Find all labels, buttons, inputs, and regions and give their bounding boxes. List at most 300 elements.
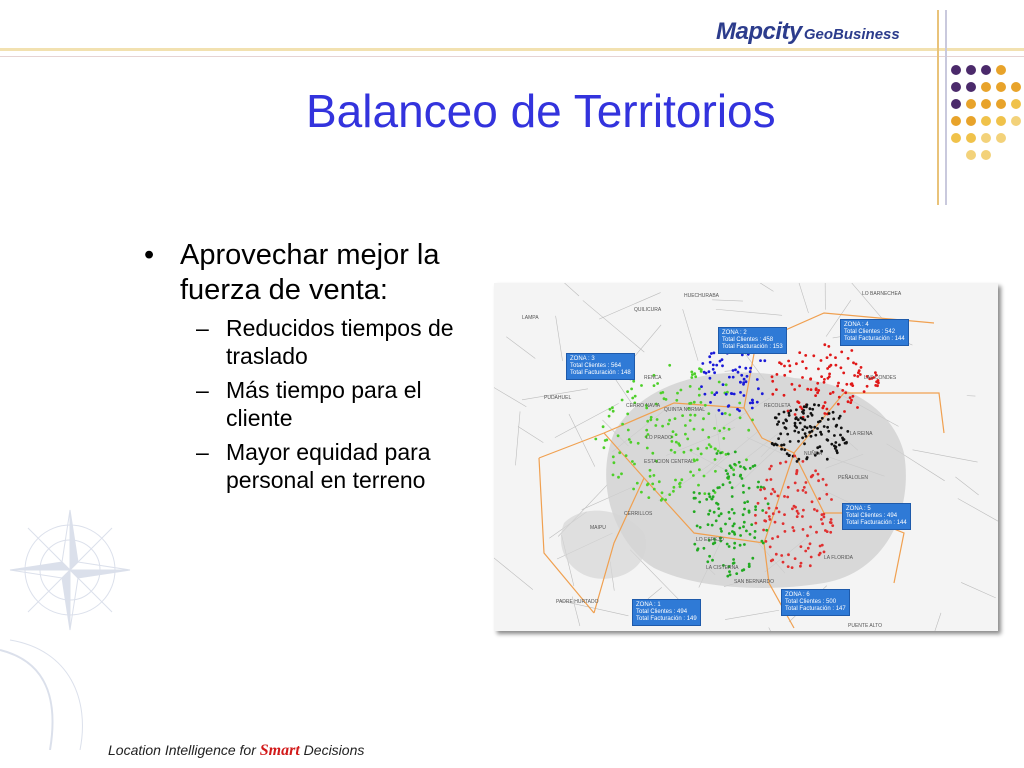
map-place-label: CERRILLOS bbox=[624, 511, 653, 517]
client-point bbox=[739, 544, 742, 547]
client-point bbox=[631, 397, 634, 400]
client-point bbox=[804, 425, 807, 428]
client-point bbox=[806, 534, 809, 537]
client-point bbox=[738, 461, 741, 464]
client-point bbox=[632, 488, 635, 491]
zone-title: ZONA : 4 bbox=[844, 322, 869, 328]
map-place-label: LAMPA bbox=[522, 315, 539, 321]
client-point bbox=[718, 409, 721, 412]
client-point bbox=[742, 513, 745, 516]
client-point bbox=[701, 362, 704, 365]
client-point bbox=[654, 424, 657, 427]
client-point bbox=[647, 496, 650, 499]
client-point bbox=[739, 465, 742, 468]
client-point bbox=[754, 530, 757, 533]
client-point bbox=[826, 458, 829, 461]
client-point bbox=[716, 452, 719, 455]
decorative-dot bbox=[966, 82, 976, 92]
client-point bbox=[815, 387, 818, 390]
client-point bbox=[625, 454, 628, 457]
client-point bbox=[712, 364, 715, 367]
client-point bbox=[817, 404, 820, 407]
client-point bbox=[775, 507, 778, 510]
client-point bbox=[776, 535, 779, 538]
client-point bbox=[708, 370, 711, 373]
client-point bbox=[604, 439, 607, 442]
client-point bbox=[816, 427, 819, 430]
client-point bbox=[823, 378, 826, 381]
road bbox=[769, 627, 788, 631]
client-point bbox=[732, 468, 735, 471]
client-point bbox=[634, 395, 637, 398]
sub-bullet-text: Reducidos tiempos de traslado bbox=[226, 315, 454, 369]
map-place-label: CERRO NAVIA bbox=[626, 403, 661, 409]
client-point bbox=[771, 537, 774, 540]
client-point bbox=[825, 484, 828, 487]
client-point bbox=[649, 475, 652, 478]
client-point bbox=[728, 517, 731, 520]
road bbox=[955, 477, 978, 495]
client-point bbox=[703, 547, 706, 550]
road bbox=[913, 450, 978, 462]
client-point bbox=[709, 377, 712, 380]
client-point bbox=[840, 351, 843, 354]
client-point bbox=[707, 523, 710, 526]
client-point bbox=[823, 425, 826, 428]
zone-billing: Total Facturación : 147 bbox=[785, 606, 846, 612]
client-point bbox=[621, 423, 624, 426]
client-point bbox=[810, 556, 813, 559]
client-point bbox=[816, 509, 819, 512]
client-point bbox=[787, 360, 790, 363]
client-point bbox=[649, 469, 652, 472]
decorative-dot bbox=[996, 99, 1006, 109]
client-point bbox=[777, 437, 780, 440]
client-point bbox=[735, 572, 738, 575]
map-place-label: LA FLORIDA bbox=[824, 555, 853, 561]
client-point bbox=[783, 374, 786, 377]
client-point bbox=[703, 492, 706, 495]
client-point bbox=[640, 384, 643, 387]
zone-clients: Total Clientes : 500 bbox=[785, 599, 837, 605]
client-point bbox=[765, 540, 768, 543]
decorative-dot bbox=[981, 82, 991, 92]
client-point bbox=[747, 429, 750, 432]
client-point bbox=[856, 375, 859, 378]
client-point bbox=[720, 512, 723, 515]
zone-title: ZONA : 2 bbox=[722, 330, 747, 336]
client-point bbox=[820, 375, 823, 378]
client-point bbox=[794, 422, 797, 425]
client-point bbox=[754, 514, 757, 517]
map-place-label: PEÑALOLEN bbox=[838, 475, 869, 481]
client-point bbox=[717, 450, 720, 453]
client-point bbox=[722, 483, 725, 486]
client-point bbox=[733, 542, 736, 545]
client-point bbox=[649, 418, 652, 421]
decorative-dot bbox=[951, 133, 961, 143]
client-point bbox=[743, 508, 746, 511]
client-point bbox=[713, 427, 716, 430]
client-point bbox=[693, 543, 696, 546]
client-point bbox=[705, 447, 708, 450]
client-point bbox=[794, 557, 797, 560]
client-point bbox=[795, 416, 798, 419]
client-point bbox=[771, 380, 774, 383]
zone-clients: Total Clientes : 564 bbox=[570, 363, 622, 369]
client-point bbox=[627, 429, 630, 432]
client-point bbox=[844, 391, 847, 394]
client-point bbox=[791, 566, 794, 569]
decorative-dot bbox=[981, 99, 991, 109]
client-point bbox=[818, 445, 821, 448]
client-point bbox=[683, 451, 686, 454]
client-point bbox=[797, 440, 800, 443]
client-point bbox=[700, 385, 703, 388]
client-point bbox=[794, 482, 797, 485]
zone-billing: Total Facturación : 144 bbox=[846, 520, 907, 526]
map-place-label: NUÑOA bbox=[804, 451, 823, 457]
client-point bbox=[713, 393, 716, 396]
zone-title: ZONA : 5 bbox=[846, 506, 871, 512]
decorative-dot bbox=[996, 82, 1006, 92]
client-point bbox=[617, 476, 620, 479]
header-vertical-rule bbox=[937, 10, 939, 205]
client-point bbox=[740, 374, 743, 377]
client-point bbox=[823, 381, 826, 384]
client-point bbox=[731, 495, 734, 498]
client-point bbox=[800, 417, 803, 420]
client-point bbox=[796, 470, 799, 473]
client-point bbox=[836, 451, 839, 454]
client-point bbox=[876, 384, 879, 387]
client-point bbox=[742, 525, 745, 528]
client-point bbox=[653, 488, 656, 491]
client-point bbox=[748, 565, 751, 568]
client-point bbox=[738, 366, 741, 369]
client-point bbox=[675, 399, 678, 402]
client-point bbox=[632, 380, 635, 383]
client-point bbox=[660, 392, 663, 395]
decorative-dot bbox=[966, 133, 976, 143]
decorative-dot bbox=[951, 65, 961, 75]
zone-info-box-6 bbox=[781, 589, 850, 616]
client-point bbox=[799, 565, 802, 568]
client-point bbox=[853, 374, 856, 377]
client-point bbox=[751, 557, 754, 560]
client-point bbox=[838, 444, 841, 447]
client-point bbox=[835, 424, 838, 427]
client-point bbox=[769, 546, 772, 549]
client-point bbox=[745, 380, 748, 383]
client-point bbox=[724, 523, 727, 526]
client-point bbox=[770, 478, 773, 481]
client-point bbox=[707, 513, 710, 516]
client-point bbox=[765, 529, 768, 532]
client-point bbox=[788, 364, 791, 367]
client-point bbox=[823, 412, 826, 415]
client-point bbox=[706, 560, 709, 563]
client-point bbox=[761, 509, 764, 512]
bullet-marker: • bbox=[144, 239, 155, 271]
client-point bbox=[764, 497, 767, 500]
client-point bbox=[705, 498, 708, 501]
client-point bbox=[775, 553, 778, 556]
client-point bbox=[787, 486, 790, 489]
client-point bbox=[727, 475, 730, 478]
client-point bbox=[756, 378, 759, 381]
client-point bbox=[676, 392, 679, 395]
client-point bbox=[713, 371, 716, 374]
road bbox=[795, 283, 809, 313]
bullet-list bbox=[140, 238, 470, 494]
client-point bbox=[738, 527, 741, 530]
client-point bbox=[805, 367, 808, 370]
client-point bbox=[817, 479, 820, 482]
client-point bbox=[637, 442, 640, 445]
client-point bbox=[809, 378, 812, 381]
client-point bbox=[698, 468, 701, 471]
client-point bbox=[633, 463, 636, 466]
client-point bbox=[831, 524, 834, 527]
decorative-dot bbox=[981, 133, 991, 143]
sub-bullet-text: Más tiempo para el cliente bbox=[226, 377, 422, 431]
client-point bbox=[739, 416, 742, 419]
client-point bbox=[769, 518, 772, 521]
client-point bbox=[715, 391, 718, 394]
client-point bbox=[721, 358, 724, 361]
decorative-dot bbox=[996, 116, 1006, 126]
client-point bbox=[805, 481, 808, 484]
client-point bbox=[803, 486, 806, 489]
client-point bbox=[761, 392, 764, 395]
client-point bbox=[809, 407, 812, 410]
client-point bbox=[746, 375, 749, 378]
client-point bbox=[827, 430, 830, 433]
client-point bbox=[774, 521, 777, 524]
client-point bbox=[711, 559, 714, 562]
road bbox=[725, 610, 779, 619]
client-point bbox=[810, 435, 813, 438]
client-point bbox=[725, 383, 728, 386]
client-point bbox=[807, 415, 810, 418]
client-point bbox=[789, 370, 792, 373]
client-point bbox=[714, 470, 717, 473]
client-point bbox=[731, 530, 734, 533]
client-point bbox=[743, 378, 746, 381]
client-point bbox=[866, 385, 869, 388]
client-point bbox=[698, 492, 701, 495]
client-point bbox=[837, 382, 840, 385]
client-point bbox=[700, 453, 703, 456]
client-point bbox=[782, 561, 785, 564]
client-point bbox=[609, 408, 612, 411]
client-point bbox=[829, 531, 832, 534]
zone-clients: Total Clientes : 494 bbox=[636, 609, 688, 615]
client-point bbox=[821, 522, 824, 525]
client-point bbox=[701, 428, 704, 431]
client-point bbox=[711, 524, 714, 527]
client-point bbox=[804, 354, 807, 357]
client-point bbox=[743, 543, 746, 546]
client-point bbox=[852, 395, 855, 398]
client-point bbox=[712, 489, 715, 492]
client-point bbox=[763, 359, 766, 362]
client-point bbox=[645, 429, 648, 432]
sub-bullet-item bbox=[140, 438, 470, 494]
client-point bbox=[815, 531, 818, 534]
client-point bbox=[818, 497, 821, 500]
decorative-dot bbox=[996, 65, 1006, 75]
map-place-label: LO ESPEJO bbox=[696, 537, 724, 543]
client-point bbox=[707, 412, 710, 415]
map-place-label: LA CISTERNA bbox=[706, 565, 739, 571]
client-point bbox=[709, 509, 712, 512]
client-point bbox=[785, 427, 788, 430]
client-point bbox=[829, 392, 832, 395]
logo-main-text: Mapcity bbox=[716, 18, 802, 45]
client-point bbox=[718, 429, 721, 432]
client-point bbox=[773, 490, 776, 493]
client-point bbox=[776, 423, 779, 426]
map-place-label: MAIPU bbox=[590, 525, 606, 531]
client-point bbox=[793, 455, 796, 458]
client-point bbox=[840, 427, 843, 430]
client-point bbox=[703, 371, 706, 374]
client-point bbox=[808, 431, 811, 434]
decorative-dot bbox=[1011, 99, 1021, 109]
decorative-dot bbox=[966, 65, 976, 75]
zone-billing: Total Facturación : 153 bbox=[722, 344, 783, 350]
client-point bbox=[700, 401, 703, 404]
client-point bbox=[816, 382, 819, 385]
road bbox=[712, 300, 743, 301]
client-point bbox=[793, 388, 796, 391]
client-point bbox=[812, 354, 815, 357]
client-point bbox=[749, 467, 752, 470]
client-point bbox=[696, 525, 699, 528]
map-place-label: ESTACION CENTRAL bbox=[644, 459, 694, 465]
client-point bbox=[708, 495, 711, 498]
map-place-label: PADRE HURTADO bbox=[556, 599, 599, 605]
client-point bbox=[789, 440, 792, 443]
client-point bbox=[716, 486, 719, 489]
road bbox=[520, 283, 579, 296]
client-point bbox=[801, 428, 804, 431]
client-point bbox=[841, 389, 844, 392]
client-point bbox=[708, 555, 711, 558]
client-point bbox=[776, 373, 779, 376]
client-point bbox=[762, 529, 765, 532]
client-point bbox=[628, 438, 631, 441]
client-point bbox=[771, 375, 774, 378]
zone-billing: Total Facturación : 149 bbox=[636, 616, 697, 622]
client-point bbox=[811, 408, 814, 411]
client-point bbox=[794, 413, 797, 416]
client-point bbox=[800, 545, 803, 548]
slide-title: Balanceo de Territorios bbox=[306, 85, 776, 137]
client-point bbox=[830, 364, 833, 367]
client-point bbox=[780, 448, 783, 451]
client-point bbox=[653, 384, 656, 387]
client-point bbox=[756, 401, 759, 404]
client-point bbox=[715, 364, 718, 367]
client-point bbox=[742, 484, 745, 487]
decorative-dot bbox=[966, 150, 976, 160]
client-point bbox=[874, 371, 877, 374]
client-point bbox=[801, 515, 804, 518]
zone-info-box-2 bbox=[718, 327, 787, 354]
client-point bbox=[612, 455, 615, 458]
client-point bbox=[748, 487, 751, 490]
header-vertical-rule-2 bbox=[945, 10, 947, 205]
client-point bbox=[726, 543, 729, 546]
client-point bbox=[801, 436, 804, 439]
decorative-dot bbox=[981, 65, 991, 75]
client-point bbox=[698, 388, 701, 391]
client-point bbox=[733, 512, 736, 515]
client-point bbox=[795, 408, 798, 411]
client-point bbox=[787, 553, 790, 556]
client-point bbox=[778, 361, 781, 364]
client-point bbox=[717, 507, 720, 510]
client-point bbox=[733, 547, 736, 550]
client-point bbox=[656, 418, 659, 421]
client-point bbox=[653, 474, 656, 477]
client-point bbox=[768, 515, 771, 518]
client-point bbox=[786, 496, 789, 499]
client-point bbox=[749, 370, 752, 373]
client-point bbox=[618, 451, 621, 454]
client-point bbox=[680, 478, 683, 481]
client-point bbox=[675, 441, 678, 444]
client-point bbox=[809, 425, 812, 428]
client-point bbox=[805, 435, 808, 438]
client-point bbox=[728, 545, 731, 548]
client-point bbox=[739, 534, 742, 537]
client-point bbox=[823, 551, 826, 554]
client-point bbox=[686, 438, 689, 441]
client-point bbox=[842, 372, 845, 375]
client-point bbox=[754, 505, 757, 508]
client-point bbox=[783, 448, 786, 451]
client-point bbox=[765, 511, 768, 514]
client-point bbox=[658, 480, 661, 483]
client-point bbox=[793, 529, 796, 532]
zone-info-box-1 bbox=[632, 599, 701, 626]
client-point bbox=[651, 483, 654, 486]
client-point bbox=[631, 460, 634, 463]
client-point bbox=[733, 533, 736, 536]
client-point bbox=[751, 407, 754, 410]
client-point bbox=[780, 444, 783, 447]
client-point bbox=[731, 392, 734, 395]
client-point bbox=[678, 483, 681, 486]
client-point bbox=[731, 486, 734, 489]
client-point bbox=[807, 547, 810, 550]
client-point bbox=[665, 398, 668, 401]
client-point bbox=[710, 498, 713, 501]
client-point bbox=[849, 396, 852, 399]
client-point bbox=[802, 509, 805, 512]
client-point bbox=[834, 441, 837, 444]
client-point bbox=[797, 489, 800, 492]
client-point bbox=[817, 368, 820, 371]
client-point bbox=[765, 479, 768, 482]
client-point bbox=[811, 500, 814, 503]
client-point bbox=[768, 507, 771, 510]
client-point bbox=[743, 394, 746, 397]
